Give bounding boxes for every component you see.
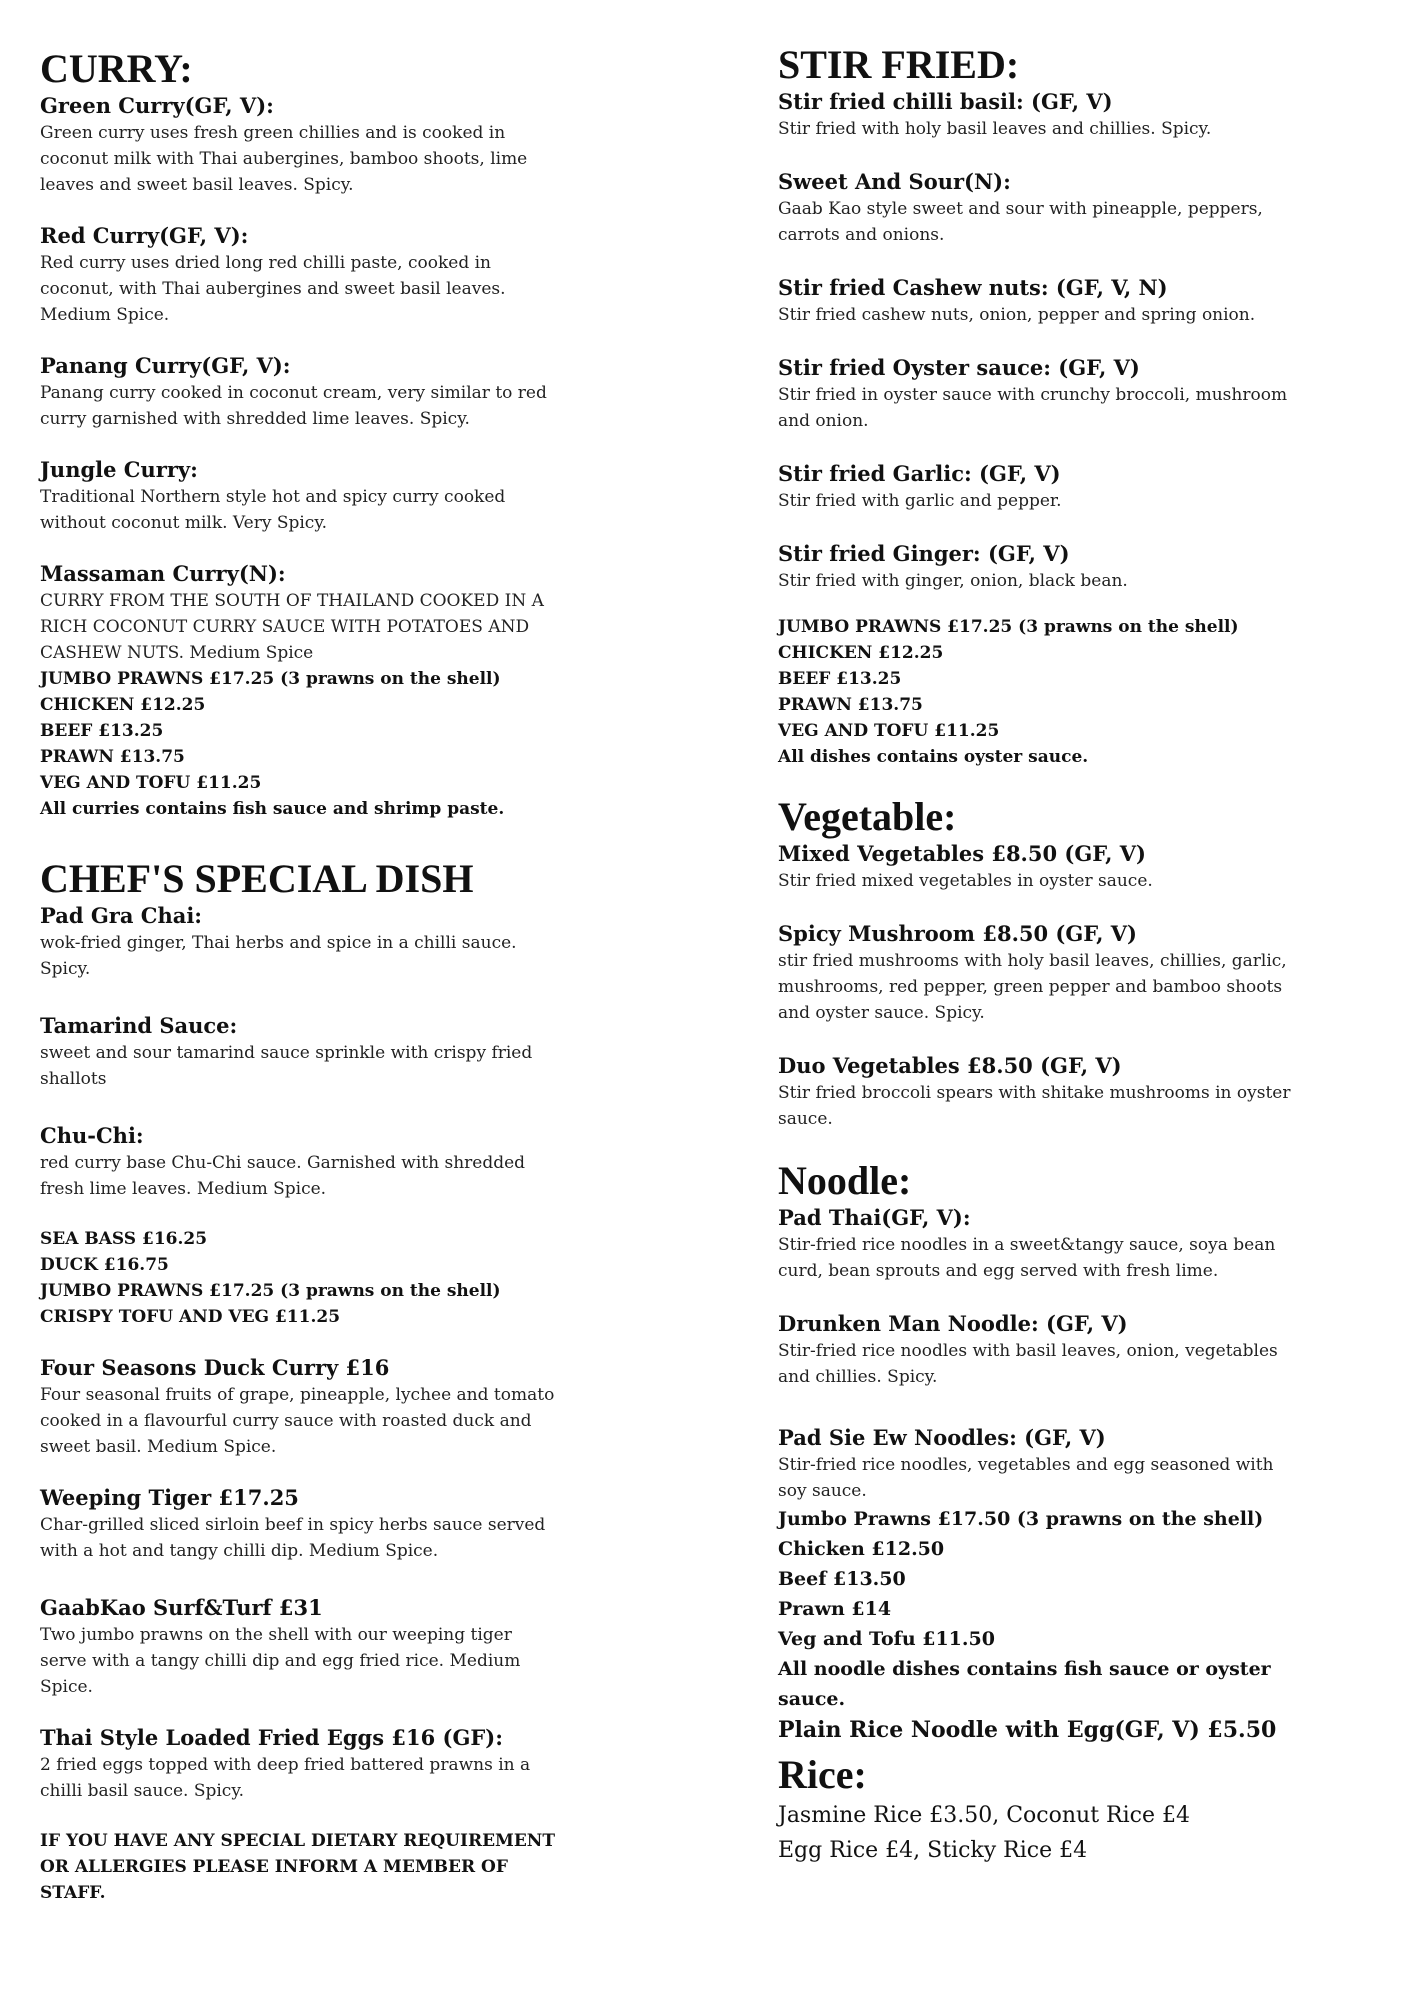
section-title-vegetable: Vegetable: <box>778 794 957 839</box>
price-line: VEG AND TOFU £11.25 <box>40 773 262 793</box>
item-desc: and onion. <box>778 411 869 431</box>
menu-item <box>40 560 560 666</box>
menu-item <box>40 1354 560 1460</box>
notice-line: IF YOU HAVE ANY SPECIAL DIETARY REQUIREMENT <box>40 1831 555 1851</box>
price-line: PRAWN £13.75 <box>778 695 923 715</box>
item-desc: Stir fried cashew nuts, onion, pepper and spring onion. <box>778 305 1256 325</box>
section-title-noodle: Noodle: <box>778 1158 912 1203</box>
menu-item <box>40 1122 560 1202</box>
item-desc: shallots <box>40 1069 107 1089</box>
chef-price-list <box>40 1226 560 1330</box>
plain-noodle-item: Plain Rice Noodle with Egg(GF, V) £5.50 <box>778 1717 1277 1743</box>
item-desc: curd, bean sprouts and egg served with fresh lime. <box>778 1261 1219 1281</box>
menu-item <box>778 168 1298 248</box>
price-line: BEEF £13.25 <box>40 721 164 741</box>
item-desc: Traditional Northern style hot and spicy curry cooked <box>40 487 506 507</box>
price-line: VEG AND TOFU £11.25 <box>778 721 1000 741</box>
stir-fried-price-list <box>778 614 1298 770</box>
item-name: Red Curry(GF, V): <box>40 223 249 248</box>
item-desc: Stir-fried rice noodles in a sweet&tangy sauce, soya bean <box>778 1235 1276 1255</box>
menu-item <box>778 1204 1298 1284</box>
menu-item <box>778 1052 1298 1132</box>
item-name: Jungle Curry: <box>40 457 198 482</box>
notice-line: OR ALLERGIES PLEASE INFORM A MEMBER OF STAFF. <box>40 1857 508 1903</box>
item-desc: Stir-fried rice noodles, vegetables and egg seasoned with <box>778 1455 1274 1475</box>
price-line: CHICKEN £12.25 <box>778 643 944 663</box>
price-line: JUMBO PRAWNS £17.25 (3 prawns on the shell) <box>778 617 1239 637</box>
item-desc: and oyster sauce. Spicy. <box>778 1003 985 1023</box>
allergen-note: sauce. <box>778 1688 846 1710</box>
section-title-rice: Rice: <box>778 1752 867 1797</box>
item-desc: Stir-fried rice noodles with basil leaves, onion, vegetables <box>778 1341 1278 1361</box>
item-desc: sweet and sour tamarind sauce sprinkle with crispy fried <box>40 1043 533 1063</box>
item-desc: Stir fried mixed vegetables in oyster sauce. <box>778 871 1153 891</box>
item-desc: Gaab Kao style sweet and sour with pineapple, peppers, <box>778 199 1263 219</box>
item-name: Stir fried chilli basil: (GF, V) <box>778 89 1113 114</box>
rice-line: Jasmine Rice £3.50, Coconut Rice £4 <box>778 1803 1190 1828</box>
item-desc: Stir fried with holy basil leaves and chillies. Spicy. <box>778 119 1212 139</box>
rice-line: Egg Rice £4, Sticky Rice £4 <box>778 1838 1088 1863</box>
price-line: BEEF £13.25 <box>778 669 902 689</box>
item-desc: Stir fried with garlic and pepper. <box>778 491 1062 511</box>
item-name: Sweet And Sour(N): <box>778 169 1011 194</box>
item-name: Stir fried Oyster sauce: (GF, V) <box>778 355 1140 380</box>
section-title-curry: CURRY: <box>40 46 193 91</box>
item-name: Duo Vegetables £8.50 (GF, V) <box>778 1053 1122 1078</box>
rice-list <box>778 1798 1298 1868</box>
item-name: Stir fried Garlic: (GF, V) <box>778 461 1061 486</box>
item-desc: carrots and onions. <box>778 225 945 245</box>
menu-item <box>40 456 560 536</box>
item-name: Stir fried Ginger: (GF, V) <box>778 541 1070 566</box>
menu-item <box>778 920 1298 1026</box>
menu-item <box>40 92 560 198</box>
item-name: Drunken Man Noodle: (GF, V) <box>778 1311 1128 1336</box>
item-desc: sauce. <box>778 1109 833 1129</box>
item-name: Pad Gra Chai: <box>40 903 203 928</box>
item-name: Panang Curry(GF, V): <box>40 353 291 378</box>
item-desc: Green curry uses fresh green chillies and is cooked in <box>40 123 506 143</box>
item-desc: coconut, with Thai aubergines and sweet basil leaves. <box>40 279 506 299</box>
item-desc: mushrooms, red pepper, green pepper and bamboo shoots <box>778 977 1283 997</box>
item-name: Stir fried Cashew nuts: (GF, V, N) <box>778 275 1168 300</box>
item-desc: CASHEW NUTS. Medium Spice <box>40 643 314 663</box>
right-column <box>778 40 1298 1868</box>
item-desc: sweet basil. Medium Spice. <box>40 1437 277 1457</box>
menu-item <box>40 902 560 982</box>
item-name: Pad Sie Ew Noodles: (GF, V) <box>778 1425 1106 1450</box>
menu-item <box>778 540 1298 594</box>
item-name: Massaman Curry(N): <box>40 561 286 586</box>
item-desc: curry garnished with shredded lime leaves. Spicy. <box>40 409 470 429</box>
menu-item <box>778 1424 1298 1504</box>
price-line: SEA BASS £16.25 <box>40 1229 208 1249</box>
item-desc: 2 fried eggs topped with deep fried battered prawns in a <box>40 1755 531 1775</box>
item-desc: serve with a tangy chilli dip and egg fried rice. Medium <box>40 1651 521 1671</box>
item-desc: without coconut milk. Very Spicy. <box>40 513 328 533</box>
menu-item <box>778 840 1298 894</box>
item-name: Weeping Tiger £17.25 <box>40 1485 299 1510</box>
menu-item <box>40 352 560 432</box>
menu-item <box>778 274 1298 328</box>
item-desc: Char-grilled sliced sirloin beef in spicy herbs sauce served <box>40 1515 546 1535</box>
allergen-note: All curries contains fish sauce and shrimp paste. <box>40 799 505 819</box>
item-desc: Stir fried broccoli spears with shitake mushrooms in oyster <box>778 1083 1291 1103</box>
item-desc: Four seasonal fruits of grape, pineapple, lychee and tomato <box>40 1385 555 1405</box>
price-line: Jumbo Prawns £17.50 (3 prawns on the shell) <box>778 1508 1264 1530</box>
item-desc: Spice. <box>40 1677 93 1697</box>
item-name: Four Seasons Duck Curry £16 <box>40 1355 390 1380</box>
menu-item <box>40 1012 560 1092</box>
menu-item <box>778 354 1298 434</box>
item-desc: Stir fried with ginger, onion, black bean. <box>778 571 1128 591</box>
menu-item <box>778 88 1298 142</box>
item-desc: soy sauce. <box>778 1481 867 1501</box>
menu-item <box>778 460 1298 514</box>
item-desc: coconut milk with Thai aubergines, bamboo shoots, lime <box>40 149 528 169</box>
item-desc: RICH COCONUT CURRY SAUCE WITH POTATOES AND <box>40 617 530 637</box>
item-desc: fresh lime leaves. Medium Spice. <box>40 1179 327 1199</box>
menu-item <box>40 1594 560 1700</box>
section-title-chef-special: CHEF'S SPECIAL DISH <box>40 856 474 901</box>
price-line: PRAWN £13.75 <box>40 747 185 767</box>
price-line: Chicken £12.50 <box>778 1538 945 1560</box>
item-name: Spicy Mushroom £8.50 (GF, V) <box>778 921 1137 946</box>
item-desc: stir fried mushrooms with holy basil leaves, chillies, garlic, <box>778 951 1287 971</box>
menu-item <box>778 1310 1298 1390</box>
item-desc: Red curry uses dried long red chilli paste, cooked in <box>40 253 491 273</box>
dietary-notice <box>40 1828 560 1906</box>
item-desc: Medium Spice. <box>40 305 170 325</box>
item-name: Pad Thai(GF, V): <box>778 1205 971 1230</box>
price-line: Prawn £14 <box>778 1598 892 1620</box>
item-desc: and chillies. Spicy. <box>778 1367 938 1387</box>
item-desc: leaves and sweet basil leaves. Spicy. <box>40 175 354 195</box>
price-line: Veg and Tofu £11.50 <box>778 1628 995 1650</box>
item-desc: Two jumbo prawns on the shell with our weeping tiger <box>40 1625 512 1645</box>
price-line: JUMBO PRAWNS £17.25 (3 prawns on the shell) <box>40 1281 501 1301</box>
item-desc: Spicy. <box>40 959 91 979</box>
item-name: Green Curry(GF, V): <box>40 93 274 118</box>
menu-item <box>40 1484 560 1564</box>
item-name: Chu-Chi: <box>40 1123 144 1148</box>
price-line: JUMBO PRAWNS £17.25 (3 prawns on the shell) <box>40 669 501 689</box>
item-desc: wok-fried ginger, Thai herbs and spice in a chilli sauce. <box>40 933 517 953</box>
item-desc: Panang curry cooked in coconut cream, very similar to red <box>40 383 547 403</box>
item-desc: CURRY FROM THE SOUTH OF THAILAND COOKED IN A <box>40 591 544 611</box>
left-column <box>40 40 560 1906</box>
section-title-stir-fried: STIR FRIED: <box>778 42 1020 87</box>
allergen-note: All dishes contains oyster sauce. <box>778 747 1089 767</box>
price-line: DUCK £16.75 <box>40 1255 169 1275</box>
item-desc: with a hot and tangy chilli dip. Medium Spice. <box>40 1541 439 1561</box>
item-name: Mixed Vegetables £8.50 (GF, V) <box>778 841 1146 866</box>
item-desc: chilli basil sauce. Spicy. <box>40 1781 245 1801</box>
item-desc: Stir fried in oyster sauce with crunchy broccoli, mushroom <box>778 385 1288 405</box>
price-line: CHICKEN £12.25 <box>40 695 206 715</box>
price-line: CRISPY TOFU AND VEG £11.25 <box>40 1307 341 1327</box>
menu-item <box>40 1724 560 1804</box>
menu-item <box>40 222 560 328</box>
item-desc: red curry base Chu-Chi sauce. Garnished with shredded <box>40 1153 526 1173</box>
price-line: Beef £13.50 <box>778 1568 906 1590</box>
curry-price-list <box>40 666 560 822</box>
item-desc: cooked in a flavourful curry sauce with roasted duck and <box>40 1411 532 1431</box>
item-name: GaabKao Surf&Turf £31 <box>40 1595 323 1620</box>
allergen-note: All noodle dishes contains fish sauce or oyster <box>778 1658 1271 1680</box>
item-name: Tamarind Sauce: <box>40 1013 238 1038</box>
noodle-price-list <box>778 1504 1298 1746</box>
item-name: Thai Style Loaded Fried Eggs £16 (GF): <box>40 1725 503 1750</box>
